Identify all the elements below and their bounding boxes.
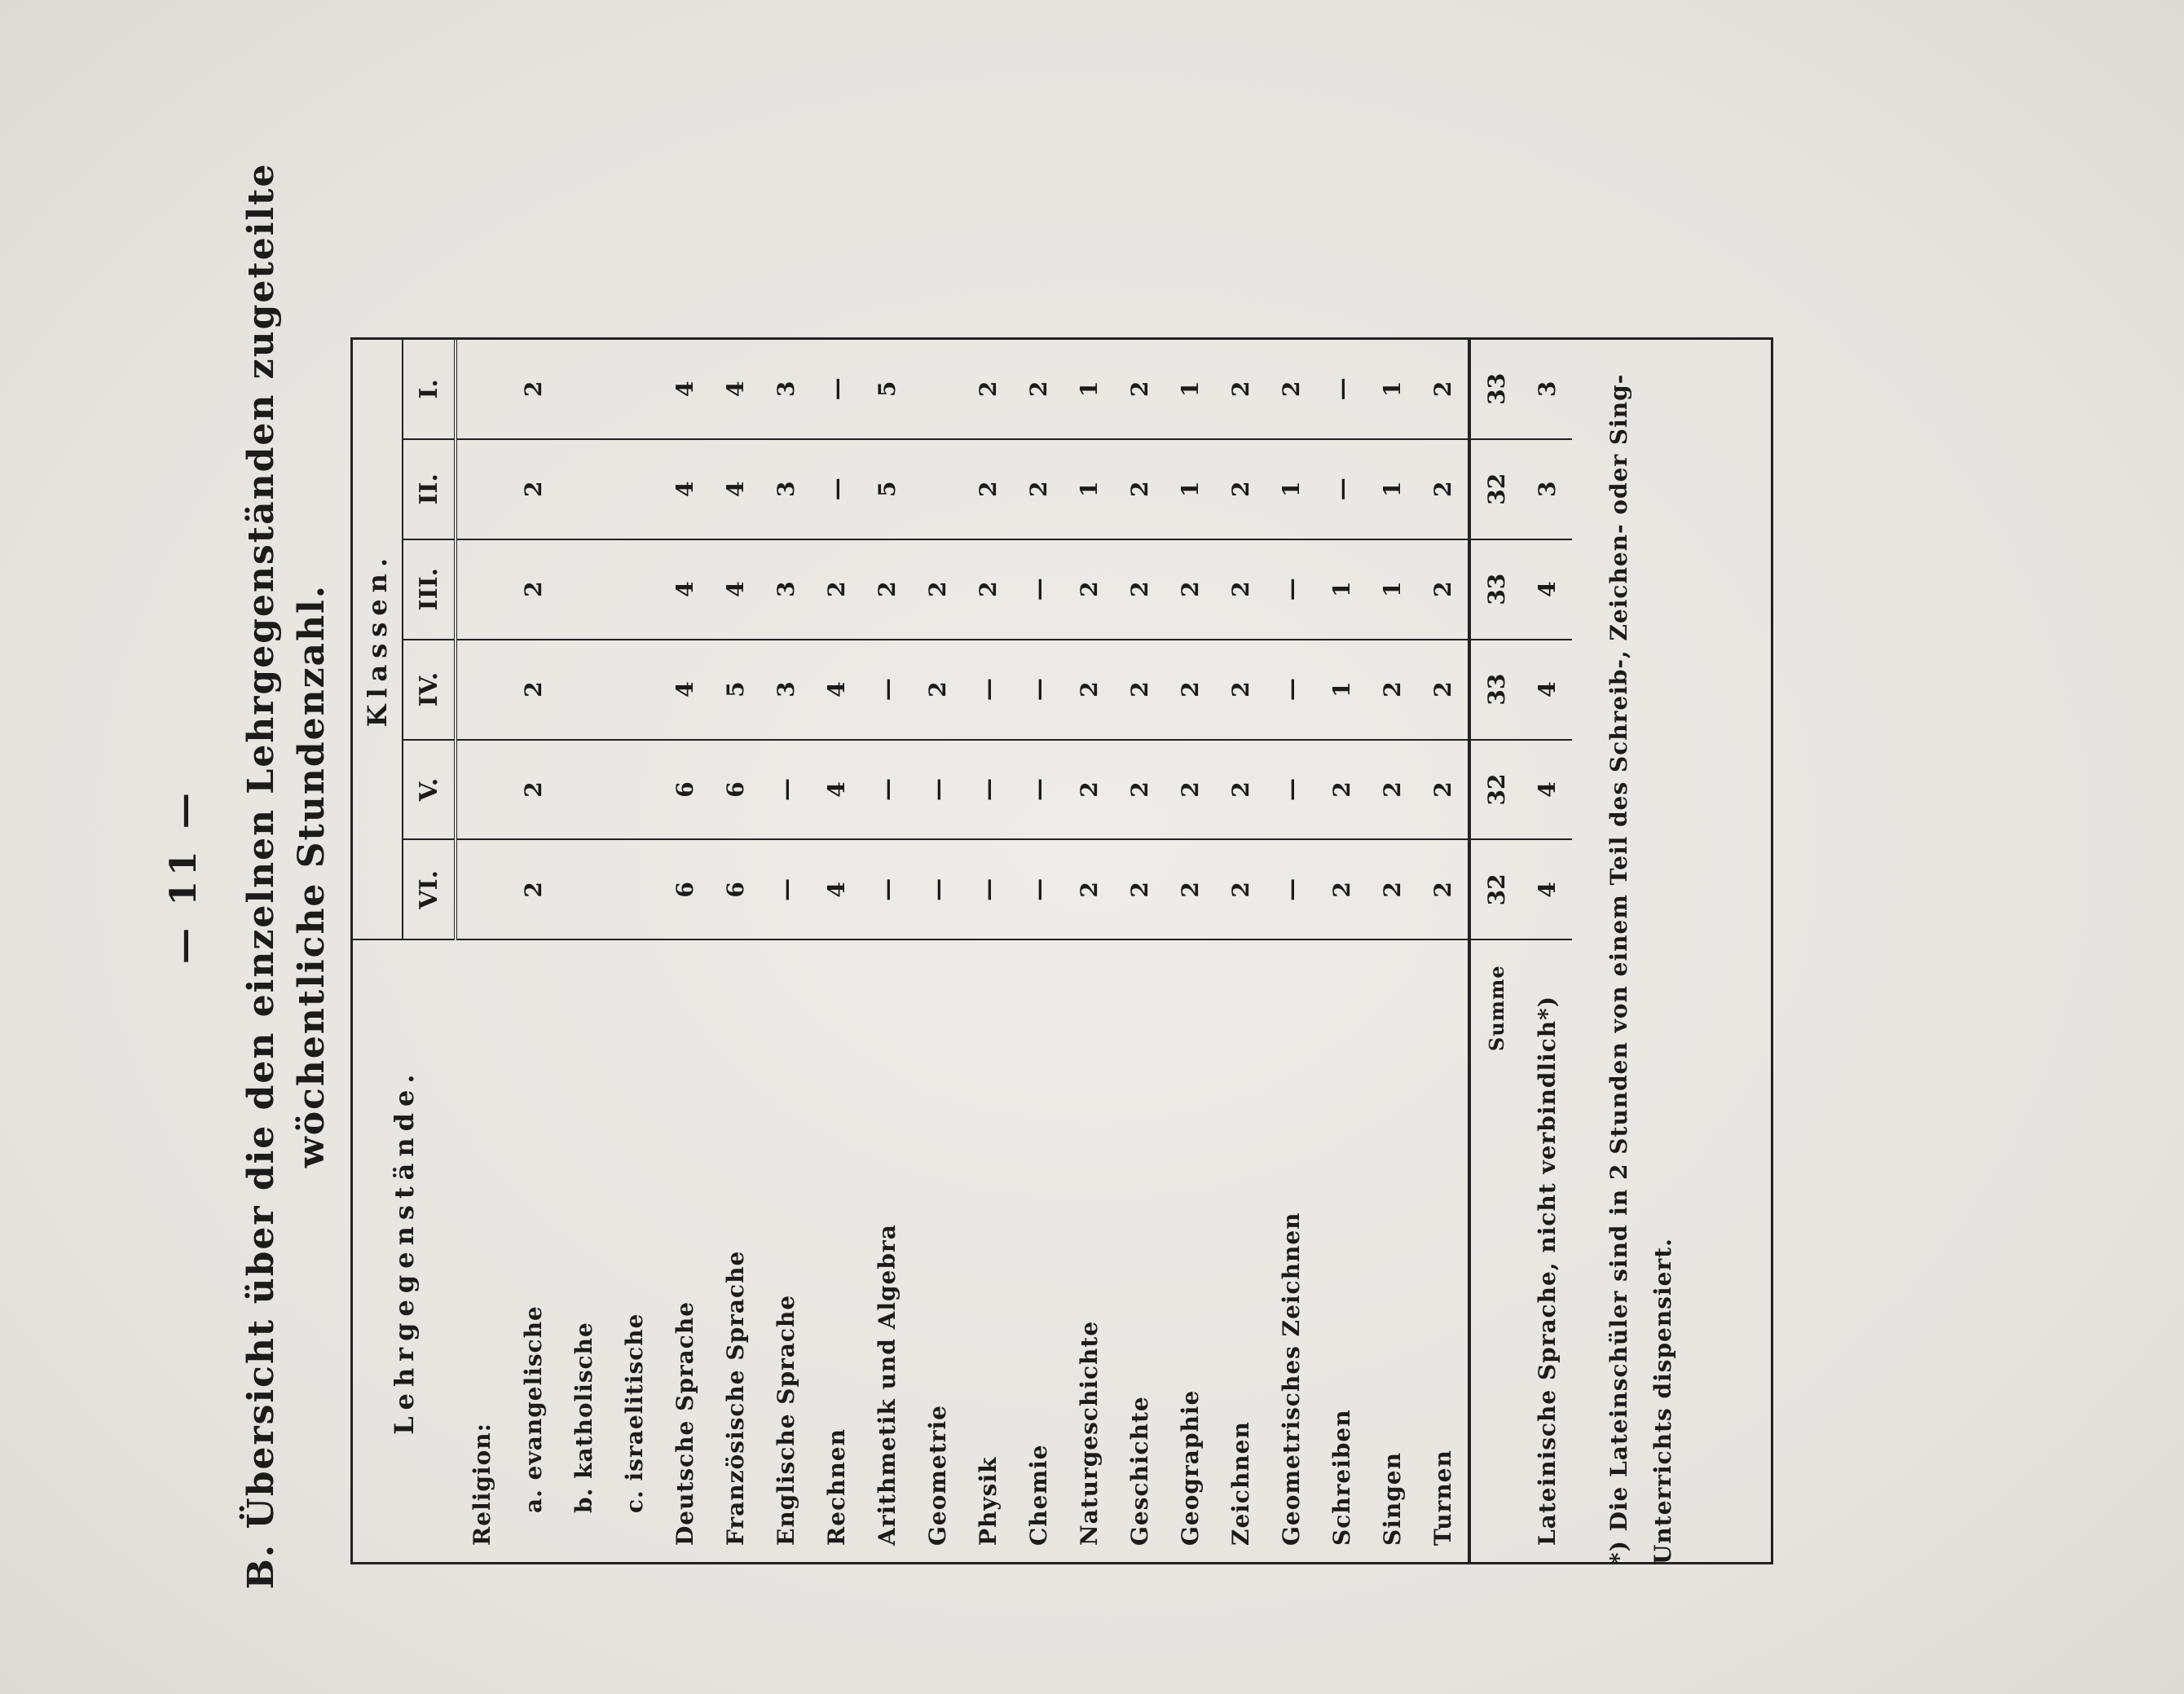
hours-cell: 2 (1215, 439, 1266, 539)
hours-cell: — (1013, 839, 1063, 939)
hours-cell: 4 (710, 439, 760, 539)
hours-cell: — (1266, 539, 1316, 640)
hours-cell: 32 (1469, 740, 1521, 840)
table-row (1215, 340, 1266, 1562)
hours-cell: 1 (1367, 340, 1417, 439)
hours-cell: 3 (760, 439, 811, 539)
page-title: B. Übersicht über die den einzelnen Lehrgegenständen zugeteilte wöchentliche Stundenzahl. (240, 162, 332, 1590)
hours-cell: 4 (811, 839, 861, 939)
hours-cell: — (962, 839, 1013, 939)
hours-cell: 2 (1063, 539, 1114, 640)
table-row (710, 340, 760, 1562)
hours-cell: 1 (1316, 640, 1367, 740)
hours-cell: 2 (508, 340, 558, 439)
hours-cell: 4 (1521, 539, 1572, 640)
subject-name: b. katholische (570, 1322, 597, 1513)
hours-cell: 33 (1469, 340, 1521, 439)
hours-cell: — (1013, 740, 1063, 840)
rotated-page (114, 122, 2013, 1630)
hours-cell: 5 (710, 640, 760, 740)
hours-cell (609, 439, 659, 539)
hours-cell: — (1266, 640, 1316, 740)
hours-cell: 2 (912, 539, 962, 640)
subject-label (1013, 939, 1063, 1562)
subject-label (1215, 939, 1266, 1562)
hours-cell: 2 (962, 539, 1013, 640)
hours-cell: — (1013, 640, 1063, 740)
table-row (1165, 340, 1215, 1562)
hours-cell: 1 (1165, 439, 1215, 539)
hours-cell (558, 640, 609, 740)
hours-cell: — (811, 340, 861, 439)
hours-cell (609, 839, 659, 939)
column-header: IV. (403, 640, 456, 740)
hours-cell: 4 (1521, 839, 1572, 939)
hours-cell: — (760, 740, 811, 840)
classes-header: Klassen. (353, 340, 403, 939)
table-row (912, 340, 962, 1562)
table-row (1367, 340, 1417, 1562)
table-row (811, 340, 861, 1562)
hours-cell: 6 (659, 839, 710, 939)
hours-cell: 4 (811, 740, 861, 840)
hours-cell: — (861, 740, 912, 840)
table-row (760, 340, 811, 1562)
table-row (962, 340, 1013, 1562)
hours-cell (558, 839, 609, 939)
subject-label (1417, 939, 1469, 1562)
hours-cell (609, 640, 659, 740)
hours-cell: — (861, 640, 912, 740)
subject-name: Naturgeschichte (1075, 1320, 1103, 1546)
subject-label (558, 939, 609, 1562)
hours-cell: 6 (659, 740, 710, 840)
subject-name: Physik (974, 1456, 1002, 1546)
hours-cell: 2 (1114, 539, 1165, 640)
hours-cell: 33 (1469, 640, 1521, 740)
hours-cell: 2 (1417, 740, 1469, 840)
subject-label (1114, 939, 1165, 1562)
hours-cell: 4 (1521, 640, 1572, 740)
subject-label (760, 939, 811, 1562)
hours-cell: — (1013, 539, 1063, 640)
hours-cell (558, 439, 609, 539)
column-header: V. (403, 740, 456, 840)
hours-cell: 6 (710, 740, 760, 840)
column-header: II. (403, 439, 456, 539)
column-header: VI. (403, 839, 456, 939)
subject-name: Rechnen (822, 1428, 850, 1546)
hours-cell: — (912, 740, 962, 840)
hours-cell (456, 539, 508, 640)
hours-cell: 2 (1013, 439, 1063, 539)
hours-cell: 2 (1417, 340, 1469, 439)
hours-cell (456, 740, 508, 840)
table-row (558, 340, 609, 1562)
table-row (1521, 340, 1572, 1562)
subject-name: Geographie (1176, 1389, 1204, 1546)
subject-name: Chemie (1024, 1444, 1052, 1546)
hours-cell: 5 (861, 439, 912, 539)
subject-label (811, 939, 861, 1562)
hours-cell: 2 (1316, 839, 1367, 939)
hours-cell: 2 (1417, 539, 1469, 640)
subject-label (1367, 939, 1417, 1562)
subject-name: Lateinische Sprache, nicht verbindlich*) (1533, 996, 1561, 1546)
hours-cell: 1 (1367, 539, 1417, 640)
hours-cell: 2 (1114, 439, 1165, 539)
hours-cell: 6 (710, 839, 760, 939)
table-row (508, 340, 558, 1562)
hours-cell: 2 (1114, 340, 1165, 439)
table-row (1114, 340, 1165, 1562)
hours-cell: 2 (1215, 539, 1266, 640)
table-row (659, 340, 710, 1562)
table-row (1063, 340, 1114, 1562)
hours-cell: 3 (760, 539, 811, 640)
hours-cell: 1 (1266, 439, 1316, 539)
hours-cell: 2 (1316, 740, 1367, 840)
hours-cell: 2 (1063, 839, 1114, 939)
subject-label (1521, 939, 1572, 1562)
hours-cell (558, 340, 609, 439)
subject-name: c. israelitische (620, 1313, 648, 1513)
hours-cell: 1 (1063, 439, 1114, 539)
hours-cell: — (1316, 340, 1367, 439)
hours-cell: — (912, 839, 962, 939)
hours-cell: 3 (1521, 439, 1572, 539)
hours-cell: — (861, 839, 912, 939)
table-header-group-row (353, 340, 403, 1562)
subject-label (710, 939, 760, 1562)
hours-cell: 2 (1367, 740, 1417, 840)
hours-cell (558, 740, 609, 840)
hours-cell (609, 340, 659, 439)
hours-cell: 1 (1063, 340, 1114, 439)
hours-cell (609, 740, 659, 840)
table-body (456, 340, 1572, 1562)
hours-cell: 32 (1469, 439, 1521, 539)
subjects-header: Lehrgegenstände. (389, 1067, 420, 1435)
hours-cell: 2 (1165, 640, 1215, 740)
subject-name: Französische Sprache (721, 1250, 749, 1546)
hours-cell: 2 (1417, 439, 1469, 539)
hours-cell: 1 (1316, 539, 1367, 640)
hours-cell: 2 (1367, 640, 1417, 740)
subject-label (609, 939, 659, 1562)
subject-name: Schreiben (1328, 1409, 1355, 1546)
subject-name: Geschichte (1125, 1396, 1153, 1546)
column-header: III. (403, 539, 456, 640)
hours-cell: 2 (912, 640, 962, 740)
hours-cell: 2 (508, 740, 558, 840)
hours-cell: 2 (1114, 640, 1165, 740)
table-row (456, 340, 508, 1562)
hours-cell: — (962, 740, 1013, 840)
table-row (1469, 340, 1521, 1562)
subject-name: Summe (1484, 965, 1508, 1052)
hours-cell: 2 (962, 439, 1013, 539)
table-row (609, 340, 659, 1562)
hours-cell: 2 (1215, 740, 1266, 840)
hours-cell (456, 839, 508, 939)
hours-cell (456, 340, 508, 439)
hours-cell: 2 (1114, 740, 1165, 840)
subject-label (1165, 939, 1215, 1562)
subject-label (508, 939, 558, 1562)
hours-cell: 2 (1215, 340, 1266, 439)
subject-name: Deutsche Sprache (671, 1300, 698, 1546)
hours-cell: 3 (760, 640, 811, 740)
hours-cell (456, 640, 508, 740)
hours-cell (456, 439, 508, 539)
hours-cell: 32 (1469, 839, 1521, 939)
hours-cell (609, 539, 659, 640)
table-row (1266, 340, 1316, 1562)
hours-cell: 4 (659, 439, 710, 539)
subject-label (1266, 939, 1316, 1562)
table-row (861, 340, 912, 1562)
hours-cell: 2 (1165, 539, 1215, 640)
hours-cell: 2 (861, 539, 912, 640)
hours-cell: 4 (710, 340, 760, 439)
hours-cell: 2 (508, 640, 558, 740)
subject-label (1469, 939, 1521, 1562)
subject-name: a. evangelische (519, 1305, 547, 1513)
subject-name: Religion: (468, 1423, 495, 1546)
subject-name: Geometrie (923, 1405, 951, 1546)
hours-cell: 2 (1417, 640, 1469, 740)
subject-name: Zeichnen (1226, 1421, 1254, 1546)
hours-cell: 4 (659, 340, 710, 439)
subject-label (659, 939, 710, 1562)
hours-cell: 3 (1521, 340, 1572, 439)
hours-cell: 2 (1417, 839, 1469, 939)
subject-name: Arithmetik und Algebra (873, 1224, 900, 1546)
hours-cell (558, 539, 609, 640)
subject-name: Geometrisches Zeichnen (1277, 1212, 1305, 1546)
footnote: *) Die Lateinschüler sind in 2 Stunden von einem Teil des Schreib-, Zeichen- oder Sing-Unterrichts dispensiert. (1605, 373, 1676, 1564)
hours-cell: 2 (1215, 640, 1266, 740)
hours-cell: 2 (1013, 340, 1063, 439)
hours-cell: — (1316, 439, 1367, 539)
lesson-hours-table (350, 337, 1773, 1564)
hours-cell: 2 (1165, 839, 1215, 939)
hours-cell: 2 (1063, 640, 1114, 740)
subject-name: Singen (1378, 1452, 1406, 1546)
hours-cell: — (760, 839, 811, 939)
subject-name: Turnen (1429, 1450, 1456, 1546)
hours-grid (353, 340, 1572, 1562)
hours-cell: 2 (1063, 740, 1114, 840)
hours-cell: — (811, 439, 861, 539)
subject-label (861, 939, 912, 1562)
hours-cell: — (962, 640, 1013, 740)
hours-cell: 4 (710, 539, 760, 640)
subject-label (1316, 939, 1367, 1562)
hours-cell: 4 (659, 640, 710, 740)
table-row (1417, 340, 1469, 1562)
hours-cell: 2 (811, 539, 861, 640)
hours-cell: 5 (861, 340, 912, 439)
hours-cell: 2 (1215, 839, 1266, 939)
subject-name: Englische Sprache (772, 1294, 799, 1546)
subject-label (456, 939, 508, 1562)
subject-label (1063, 939, 1114, 1562)
hours-cell: 2 (962, 340, 1013, 439)
hours-cell: 2 (508, 439, 558, 539)
table-row (1316, 340, 1367, 1562)
hours-cell (912, 340, 962, 439)
hours-cell: 1 (1367, 439, 1417, 539)
hours-cell: 2 (1165, 740, 1215, 840)
hours-cell: 4 (1521, 740, 1572, 840)
hours-cell: 2 (1114, 839, 1165, 939)
hours-cell: 2 (508, 839, 558, 939)
hours-cell: 2 (1367, 839, 1417, 939)
hours-cell: — (1266, 740, 1316, 840)
hours-cell: 2 (508, 539, 558, 640)
hours-cell (912, 439, 962, 539)
hours-cell: 2 (1266, 340, 1316, 439)
table-row (1013, 340, 1063, 1562)
hours-cell: 33 (1469, 539, 1521, 640)
hours-cell: 1 (1165, 340, 1215, 439)
page-number: — 11 — (163, 788, 205, 964)
column-header: I. (403, 340, 456, 439)
hours-cell: 3 (760, 340, 811, 439)
hours-cell: 4 (811, 640, 861, 740)
hours-cell: — (1266, 839, 1316, 939)
hours-cell: 4 (659, 539, 710, 640)
subject-label (912, 939, 962, 1562)
subject-label (962, 939, 1013, 1562)
